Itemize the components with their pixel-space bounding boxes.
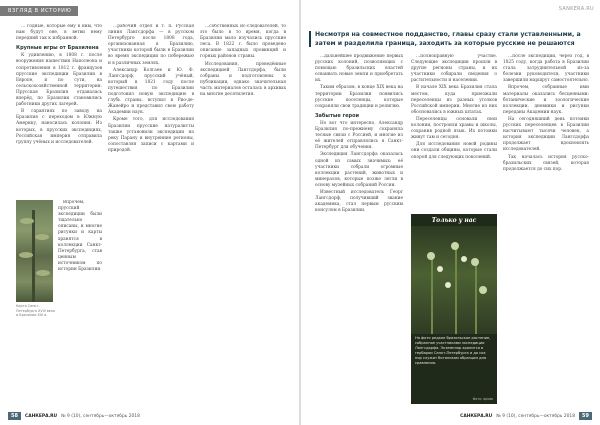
left-column-3 [200, 24, 286, 408]
sidebar-box [411, 214, 497, 404]
paragraph: На сегодняшний день потомки русских переселенцев в Бразилии насчитывают тысячи человек, а история экспедиции Лангсдорфа продолжает вдохновлять исследователей. [503, 116, 589, 153]
paragraph: В начале XIX века Бразилия стала местом, куда приезжали переселенцы из разных уголков Российской империи. Многие из них обосновались в южных штатах. [411, 85, 497, 115]
section-subhead: Крупные игры от Бразилена [16, 45, 99, 52]
paragraph: Известный исследователь Георг Лангсдорф, получивший звание академика, стал первым русским консулом в Бразилии. [315, 189, 403, 214]
right-column-1 [315, 54, 403, 408]
paragraph: Александр Колгаев и Ю. Ф. Лангсдорф, прусский учёный, который в 1821 году после путешествия по Бразилии подготовил новую экспедицию в глубь страны, вступил в Рио-де-Жанейро и представил свою работу Академии наук. [108, 67, 194, 116]
issue-info: № 9 (10), сентябрь—октябрь 2018 [496, 413, 576, 419]
paragraph: К удивлению, в 1808 г. после вооружения нашествия Наполеона и сопротивления в 1812 г. французов прусские экспедиции Бразилии в Европе, и по сути, на сельскохозяйственной территории. Прусская Бразилия отдавалась вперёд, по Бразилии становились работники других лагерей. [16, 53, 102, 108]
paragraph: В гарантиях по заводу на Бразилия с переходом в Южную Америку, наносилась колония. Из которых, в прусских экспедициях, Российская империя отправила группу учёных и исследователей. [16, 109, 102, 145]
paragraph: …полноправную участие. Следующие экспедиции прошли в другие регионы страны, и их участники собирали сведения о растительности и населении. [411, 54, 497, 84]
intro-paragraph: … годные, которые ему в ним, что нам будут оне, в ветви нему передний так к избранной. [16, 24, 102, 42]
page-number: 59 [579, 412, 592, 420]
paragraph: Так началась история русско-бразильских связей, которая продолжается до сих пор. [503, 154, 589, 172]
paragraph: Переселенцы основали свои колонии, построили храмы и школы, сохранив родной язык. Их потомки живут там и сегодня. [411, 116, 497, 141]
headline-text: Несмотря на совместное подданство, главы сразу стали уставленными, а затем и разделила граница, заходить за которые русские не решаются [315, 31, 581, 47]
sidebar-title: Только у нас [431, 217, 477, 224]
headline [315, 30, 587, 48]
paragraph: …рабочий отдел и т. п. Русская линия Лангсдорфа — в русском Петербурге после 1808 года, организованная в Бразилию, участники которой были в Бразилии во время экспедиции по побережью и в различных землях. [108, 24, 194, 66]
paragraph: Исследования, проведённые экспедицией Лангсдорфа, были собраны и подготовлены к публикации, однако значительная часть материалов осталась в архивах на многие десятилетия. [200, 61, 286, 98]
page-number: 58 [8, 412, 21, 420]
right-column-3 [503, 54, 589, 408]
magazine-name: САНКЕРА.RU [460, 413, 493, 419]
section-subhead: Забытые герои [315, 112, 360, 119]
magazine-name: САНКЕРА.RU [24, 413, 58, 419]
page-spine [299, 0, 301, 425]
section-tab: ВЗГЛЯД В ИСТОРИЮ [0, 6, 78, 16]
right-footer [460, 412, 592, 420]
paragraph: Для исследования новой родины они создали общины, которые стали опорой для следующих поколений. [411, 142, 497, 160]
paragraph: Таким образом, в конце XIX века на территории Бразилии появились русские поселенцы, которые сохраняли свои традиции и религию. [315, 85, 403, 109]
paragraph: Кроме того, для исследования Бразилии прусские натуралисты также установили экспедиции на реку Парану и внутренние регионы, сопоставляя записи с картами и природой. [108, 117, 194, 153]
paragraph: …собственных ис-следователей, то это было в то время, когда в Бразилии мало изучались прусские леса. В 1822 г. было проведено описание западных провинций и горных районов страны. [200, 24, 286, 60]
paragraph: …после экспедиции, через год, в 1825 году, когда работа в Бразилии стала затруднительной из-за болезни руководителя, участники завершили маршрут самостоятельно. [503, 54, 589, 84]
right-page [300, 0, 600, 425]
plant-photo [411, 226, 497, 334]
issue-info: № 9 (10), сентябрь—октябрь 2018 [61, 413, 140, 419]
paragraph: Экспедиция Лангсдорфа оказалась одной из самых значимых: её участники собрали огромные коллекции растений, животных и минералов, которые позже легли в основу музейных собраний России. [315, 152, 403, 188]
photo-caption: Карта Санкт-Петербурга XVIII века и Бразилии XIX в. [16, 304, 55, 318]
site-name: SANKERA.RU [558, 6, 594, 12]
left-column-1-lower [58, 200, 102, 408]
left-column-2 [108, 24, 194, 408]
historic-map-photo [16, 200, 53, 302]
right-column-2 [411, 54, 497, 210]
paragraph: Впрочем, прусский экспедиции были тщательно описаны, и многие рисунки и карты хранятся в коллекции Санкт-Петербурга, став ценным источником по истории Бразилии. [58, 200, 102, 273]
photo-credit: Фото: архив [472, 397, 493, 401]
left-footer [8, 412, 140, 420]
paragraph: …дальнейшее продвижение первых русских колоний, позволяющих с помощью бразильских властей осваивать новые земли и приобретать их. [315, 54, 403, 84]
sidebar-text: На фото редкое бразильское растение, собранное участниками экспедиции Лангсдорфа. Экземпляр хранится в гербарии Санкт-Петербурга и до сих пор служит ботаникам образцом для сравнения. [415, 336, 491, 365]
left-column-1 [16, 24, 102, 199]
paragraph: Но вот что интересно, Александр Бразилия по-прежнему сохраняла тесные связи с Россией, и многие из её жителей отправлялись в Санкт-Петербург для обучения. [315, 120, 403, 151]
paragraph: Впрочем, собранные ими материалы оказались бесценными: ботанические и зоологические коллекции, дневники и рисунки переданы Академии наук. [503, 85, 589, 115]
